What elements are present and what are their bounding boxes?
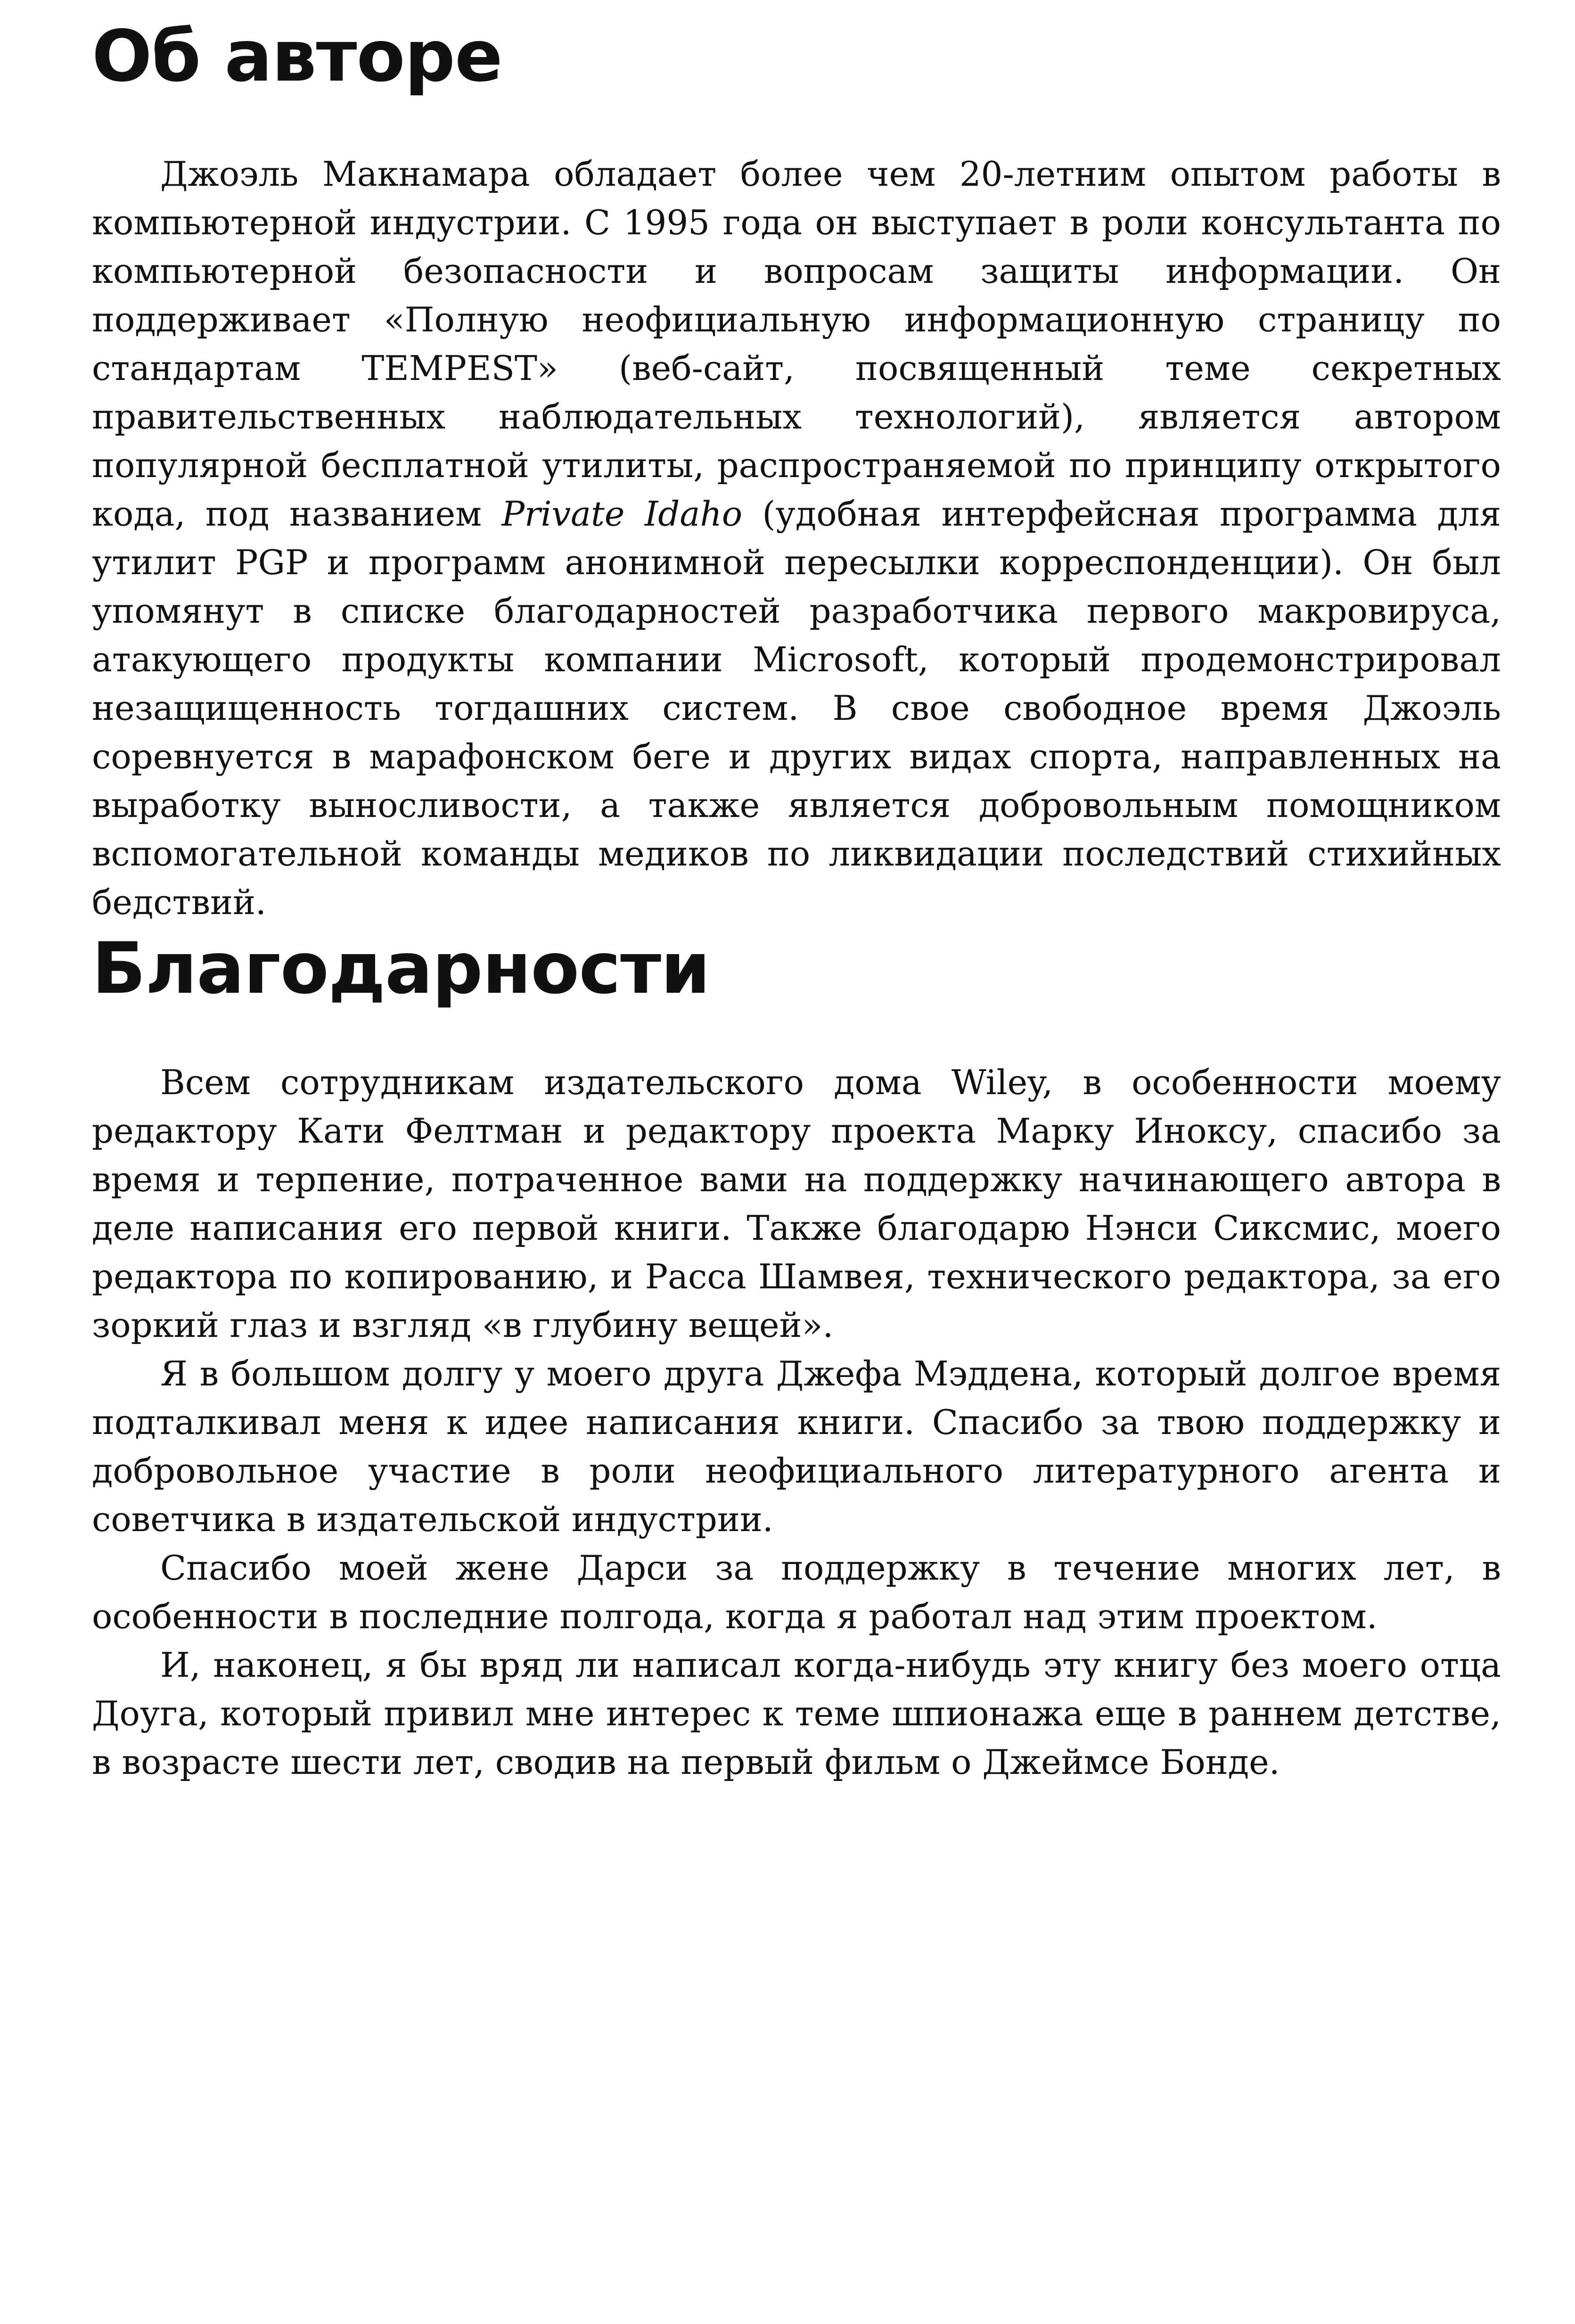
software-title-italic: Private Idaho — [501, 494, 743, 534]
acknowledgements-heading: Благодарности — [92, 928, 710, 1010]
about-author-paragraph — [92, 150, 1501, 927]
about-author-section — [92, 150, 1501, 927]
about-text-part-2: (удобная интерфейсная программа для утилит PGP и программ анонимной пересылки корреспонденции). Он был упомянут в списке благодарностей разработчика первого макровируса, атакующего продукты компании Microsoft, который продемонстрировал незащищенность тогдашних систем. В свое свободное время Джоэль соревнуется в марафонском беге и других видах спорта, направленных на выработку выносливости, а также является добровольным помощником вспомогательной команды медиков по ликвидации последствий стихийных бедствий. — [92, 494, 1501, 922]
acknowledgements-paragraph-4: И, наконец, я бы вряд ли написал когда-нибудь эту книгу без моего отца Доуга, который привил мне интерес к теме шпионажа еще в раннем детстве, в возрасте шести лет, сводив на первый фильм о Джеймсе Бонде. — [92, 1645, 1501, 1782]
acknowledgements-paragraph-2: Я в большом долгу у моего друга Джефа Мэддена, который долгое время подталкивал меня к идее написания книги. Спасибо за твою поддержку и добровольное участие в роли неофициального литературного агента и советчика в издательской индустрии. — [92, 1354, 1501, 1539]
about-text-part-1: Джоэль Макнамара обладает более чем 20-летним опытом работы в компьютерной индустрии. С 1995 года он выступает в роли консультанта по компьютерной безопасности и вопросам защиты информации. Он поддерживает «Полную неофициальную информационную страницу по стандартам TEMPEST» (веб-сайт, посвященный теме секретных правительственных наблюдательных технологий), является автором популярной бесплатной утилиты, распространяемой по принципу открытого кода, под названием — [92, 154, 1501, 534]
acknowledgements-paragraph-3: Спасибо моей жене Дарси за поддержку в течение многих лет, в особенности в последние полгода, когда я работал над этим проектом. — [92, 1548, 1501, 1636]
about-author-heading: Об авторе — [92, 16, 502, 98]
acknowledgements-section — [92, 1058, 1501, 1787]
acknowledgements-paragraph-1: Всем сотрудникам издательского дома Wiley, в особенности моему редактору Кати Фелтман и редактору проекта Марку Иноксу, спасибо за время и терпение, потраченное вами на поддержку начинающего автора в деле написания его первой книги. Также благодарю Нэнси Сиксмис, моего редактора по копированию, и Расса Шамвея, технического редактора, за его зоркий глаз и взгляд «в глубину вещей». — [92, 1063, 1501, 1345]
